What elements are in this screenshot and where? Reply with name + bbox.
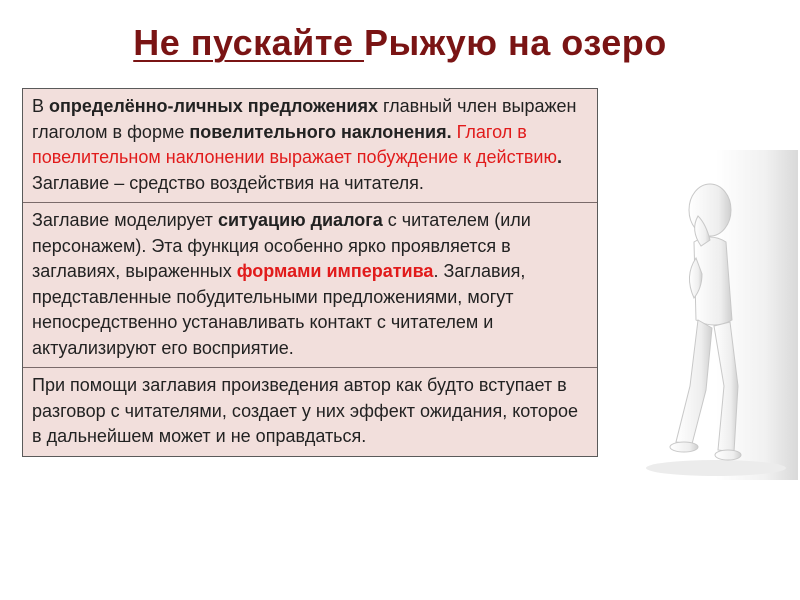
text-run: Заглавие моделирует bbox=[32, 210, 218, 230]
text-run: главный член выражен глаголом в форме bbox=[32, 96, 577, 142]
table-row-2 bbox=[23, 202, 597, 367]
table-row-1 bbox=[23, 89, 597, 202]
title-underlined-part: Не пускайте bbox=[133, 22, 364, 63]
floor-shadow bbox=[646, 460, 786, 476]
content-table bbox=[22, 88, 598, 457]
table-row-3 bbox=[23, 367, 597, 456]
bold-term: повелительного наклонения. bbox=[189, 121, 452, 142]
title-rest: Рыжую на озеро bbox=[363, 22, 667, 63]
bold-period: . bbox=[556, 147, 562, 167]
text-run: . Заглавия, представленные побудительными предложениями, могут непосредственно устанавливать контакт с читателем и актуализируют его восприятие. bbox=[32, 261, 526, 358]
text-run: При помощи заглавия произведения автор как будто вступает в разговор с читателями, создает у них эффект ожидания, которое в дальнейшем может и не оправдаться. bbox=[32, 375, 578, 446]
thinking-figure-illustration bbox=[598, 150, 798, 480]
text-run: В bbox=[32, 96, 50, 116]
bold-term: определённо-личных предложениях bbox=[49, 96, 378, 116]
slide-title bbox=[0, 22, 800, 64]
text-run: Заглавие – средство воздействия на читателя. bbox=[32, 172, 424, 193]
red-bold-term: формами императива bbox=[236, 261, 434, 281]
bold-term: ситуацию диалога bbox=[217, 210, 383, 230]
red-highlight-text: Глагол в повелительном наклонении выражает побуждение к действию bbox=[32, 121, 557, 167]
text-run: с читателем (или персонажем). Эта функция особенно ярко проявляется в заглавиях, выраженных bbox=[32, 210, 531, 281]
